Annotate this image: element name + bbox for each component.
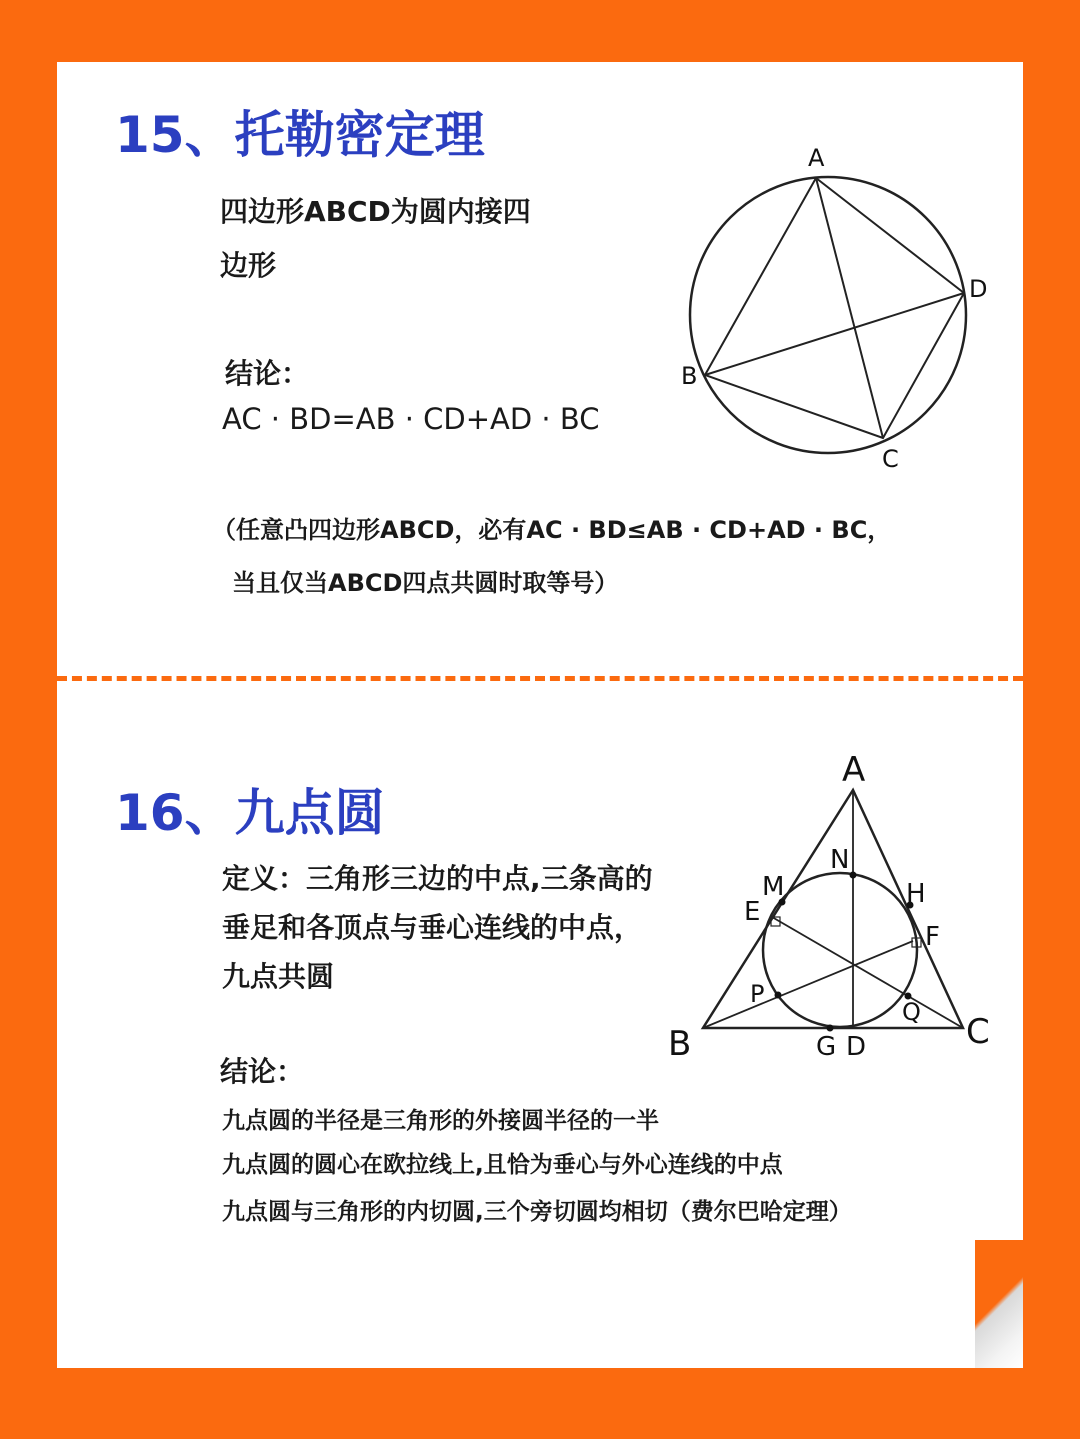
- page-curl: [975, 1240, 1023, 1368]
- section15-desc-line2: 边形: [220, 249, 277, 282]
- label-f: F: [925, 922, 940, 952]
- label-c: C: [966, 1012, 990, 1052]
- section15-formula: AC · BD=AB · CD+AD · BC: [222, 402, 600, 436]
- triangle-abc: [703, 790, 963, 1028]
- diagonal-ac: [816, 178, 883, 438]
- nine-point-circle-diagram: [660, 745, 1000, 1065]
- point-p: [775, 992, 782, 999]
- point-n: [850, 872, 857, 879]
- nine-point-circle: [763, 873, 917, 1027]
- label-e: E: [744, 897, 761, 927]
- section16-def-line1: 定义：三角形三边的中点,三条高的: [222, 862, 653, 895]
- section16-conclusion-3: 九点圆与三角形的内切圆,三个旁切圆均相切（费尔巴哈定理）: [222, 1199, 852, 1225]
- label-b: B: [681, 362, 698, 390]
- label-b: B: [668, 1024, 692, 1064]
- label-a: A: [842, 750, 866, 790]
- label-h: H: [906, 879, 926, 909]
- section16-conclusion-2: 九点圆的圆心在欧拉线上,且恰为垂心与外心连线的中点: [222, 1152, 783, 1178]
- section15-note-line2: 当且仅当ABCD四点共圆时取等号）: [232, 569, 619, 597]
- label-d: D: [846, 1032, 867, 1062]
- label-p: P: [750, 980, 765, 1008]
- section16-def-line2: 垂足和各顶点与垂心连线的中点，: [222, 911, 643, 944]
- label-m: M: [762, 872, 785, 902]
- section15-note-line1: （任意凸四边形ABCD，必有AC · BD≤AB · CD+AD · BC，: [212, 516, 892, 544]
- section16-conclusion-label: 结论：: [220, 1055, 305, 1088]
- section16-def-line3: 九点共圆: [222, 960, 335, 993]
- ptolemy-diagram: [660, 135, 1000, 480]
- section15-title: 15、托勒密定理: [115, 106, 485, 164]
- label-g: G: [816, 1032, 837, 1062]
- section16-title: 16、九点圆: [115, 784, 385, 842]
- label-c: C: [882, 445, 899, 473]
- circumcircle: [690, 177, 966, 453]
- section15-desc-line1: 四边形ABCD为圆内接四: [220, 195, 531, 228]
- dashed-divider: [57, 676, 1023, 681]
- section16-conclusion-1: 九点圆的半径是三角形的外接圆半径的一半: [222, 1108, 659, 1134]
- label-d: D: [969, 275, 988, 303]
- label-a: A: [808, 144, 825, 172]
- section15-conclusion-label: 结论：: [225, 357, 310, 390]
- point-g: [827, 1025, 834, 1032]
- label-q: Q: [902, 998, 921, 1026]
- label-n: N: [830, 845, 850, 875]
